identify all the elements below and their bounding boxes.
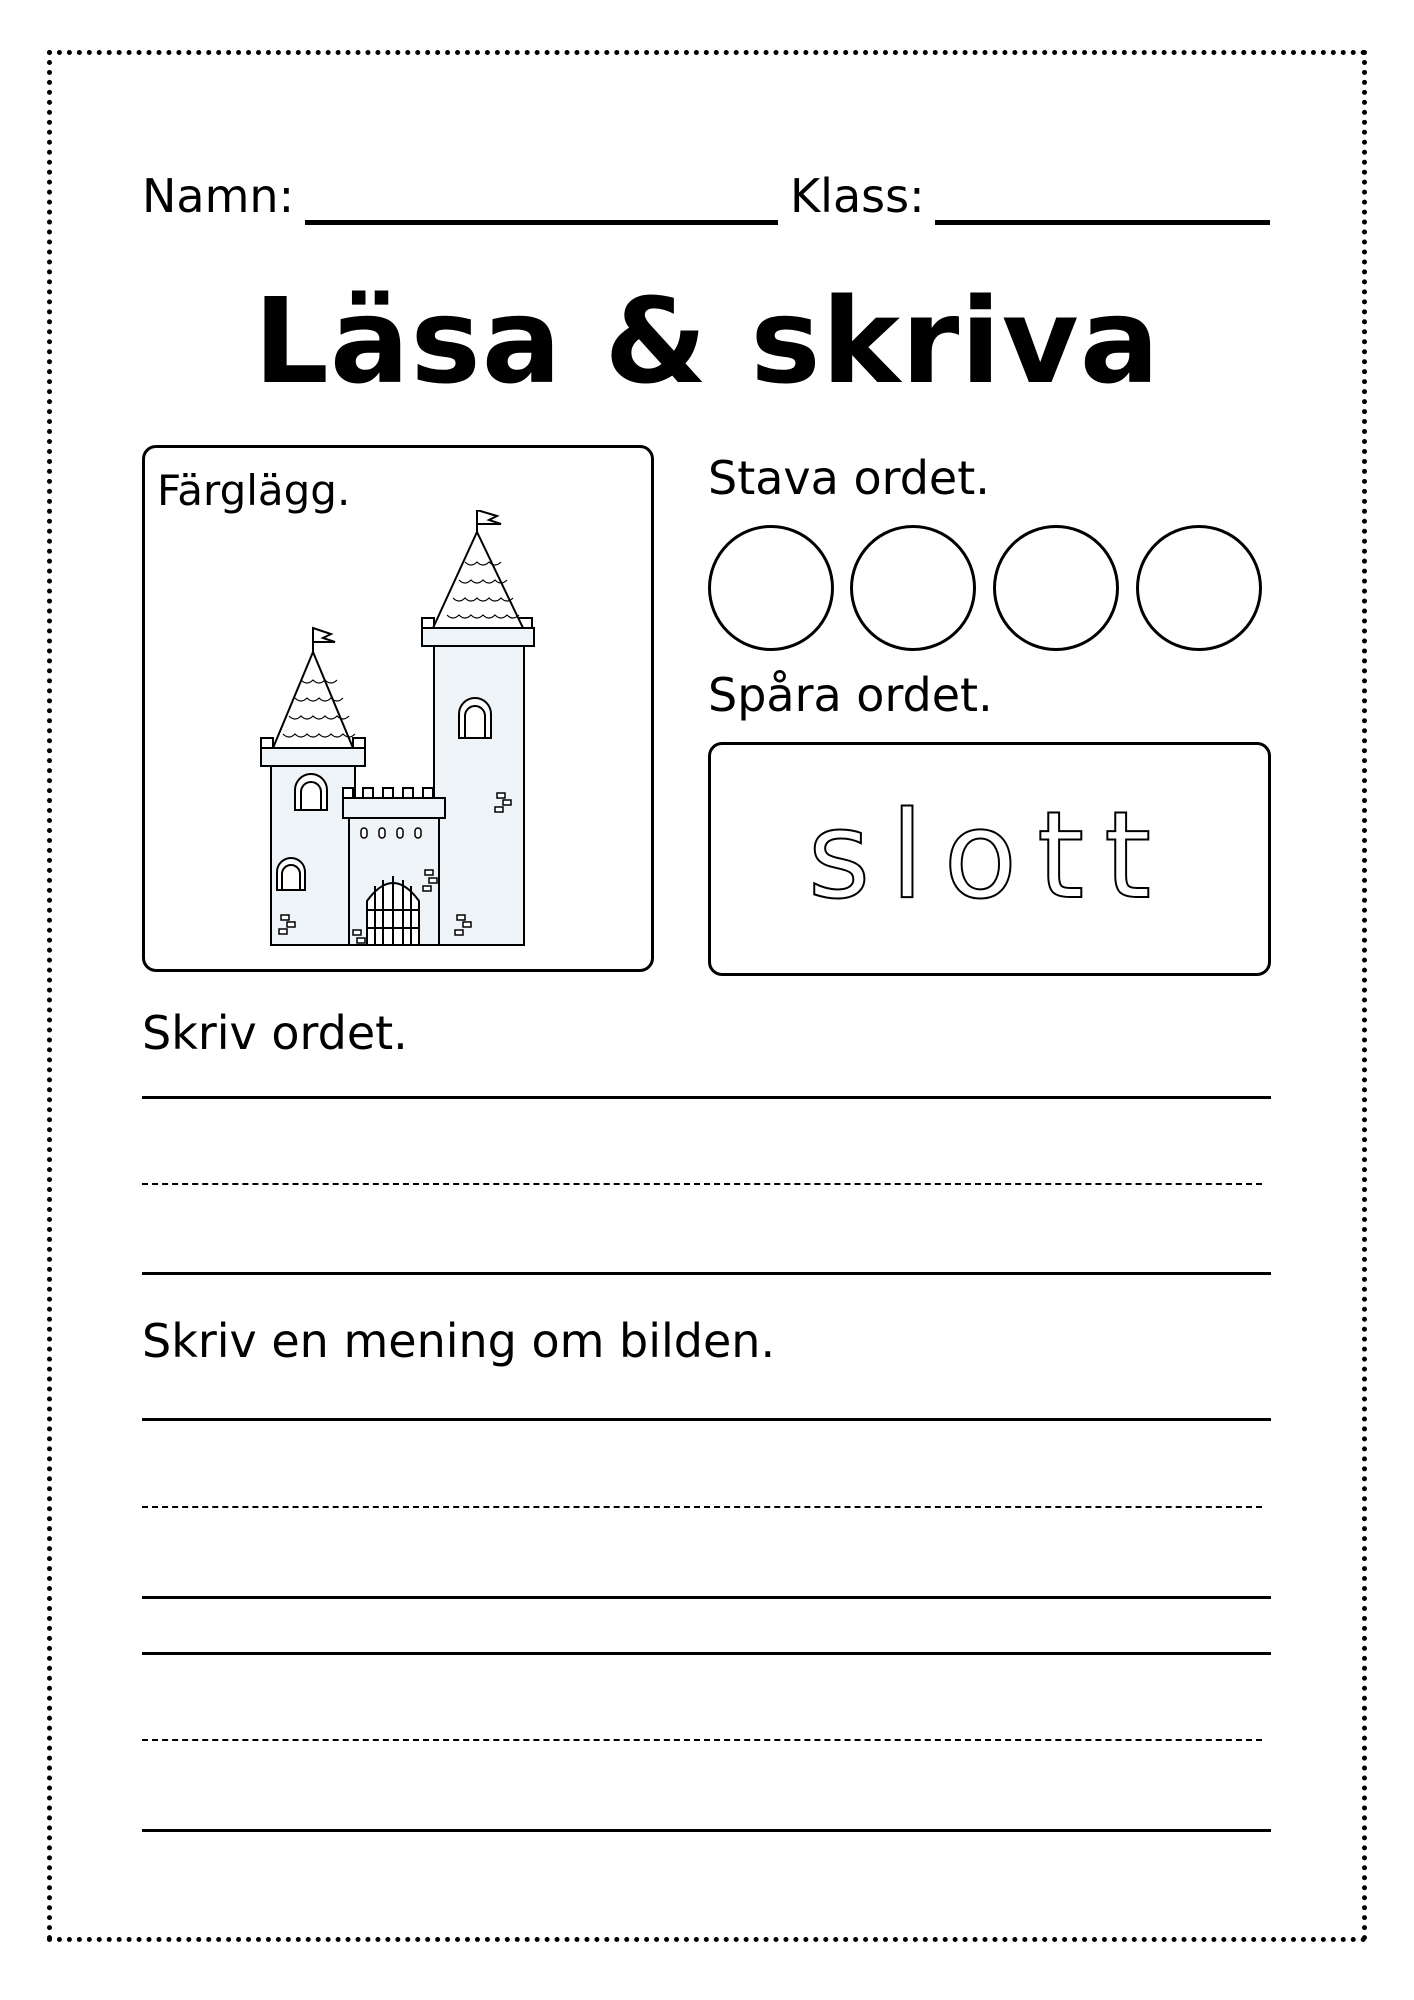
sentence-line-2-mid	[142, 1739, 1262, 1741]
letter-circle-4[interactable]	[1136, 525, 1262, 651]
letter-circle-3[interactable]	[993, 525, 1119, 651]
letter-circle-2[interactable]	[850, 525, 976, 651]
sentence-line-2-base[interactable]	[142, 1829, 1271, 1832]
trace-box[interactable]	[708, 742, 1271, 976]
page-title: Läsa & skriva	[253, 272, 1161, 410]
sentence-line-1-mid	[142, 1506, 1262, 1508]
coloring-label: Färglägg.	[157, 466, 351, 515]
class-field[interactable]	[935, 220, 1270, 225]
write-word-label: Skriv ordet.	[142, 1006, 408, 1060]
sentence-line-1-top[interactable]	[142, 1418, 1271, 1421]
spell-label: Stava ordet.	[708, 451, 990, 505]
trace-label: Spåra ordet.	[708, 668, 993, 722]
write-line-base[interactable]	[142, 1272, 1271, 1275]
castle-icon	[257, 510, 557, 950]
write-sentence-label: Skriv en mening om bilden.	[142, 1314, 776, 1368]
letter-circle-1[interactable]	[708, 525, 834, 651]
sentence-line-2-top[interactable]	[142, 1652, 1271, 1655]
name-field[interactable]	[305, 220, 778, 225]
name-label: Namn:	[142, 169, 295, 223]
write-line-mid	[142, 1183, 1262, 1185]
trace-word: slott	[807, 787, 1172, 926]
coloring-box	[142, 445, 654, 972]
sentence-line-1-base[interactable]	[142, 1596, 1271, 1599]
class-label: Klass:	[790, 169, 925, 223]
write-line-top[interactable]	[142, 1096, 1271, 1099]
